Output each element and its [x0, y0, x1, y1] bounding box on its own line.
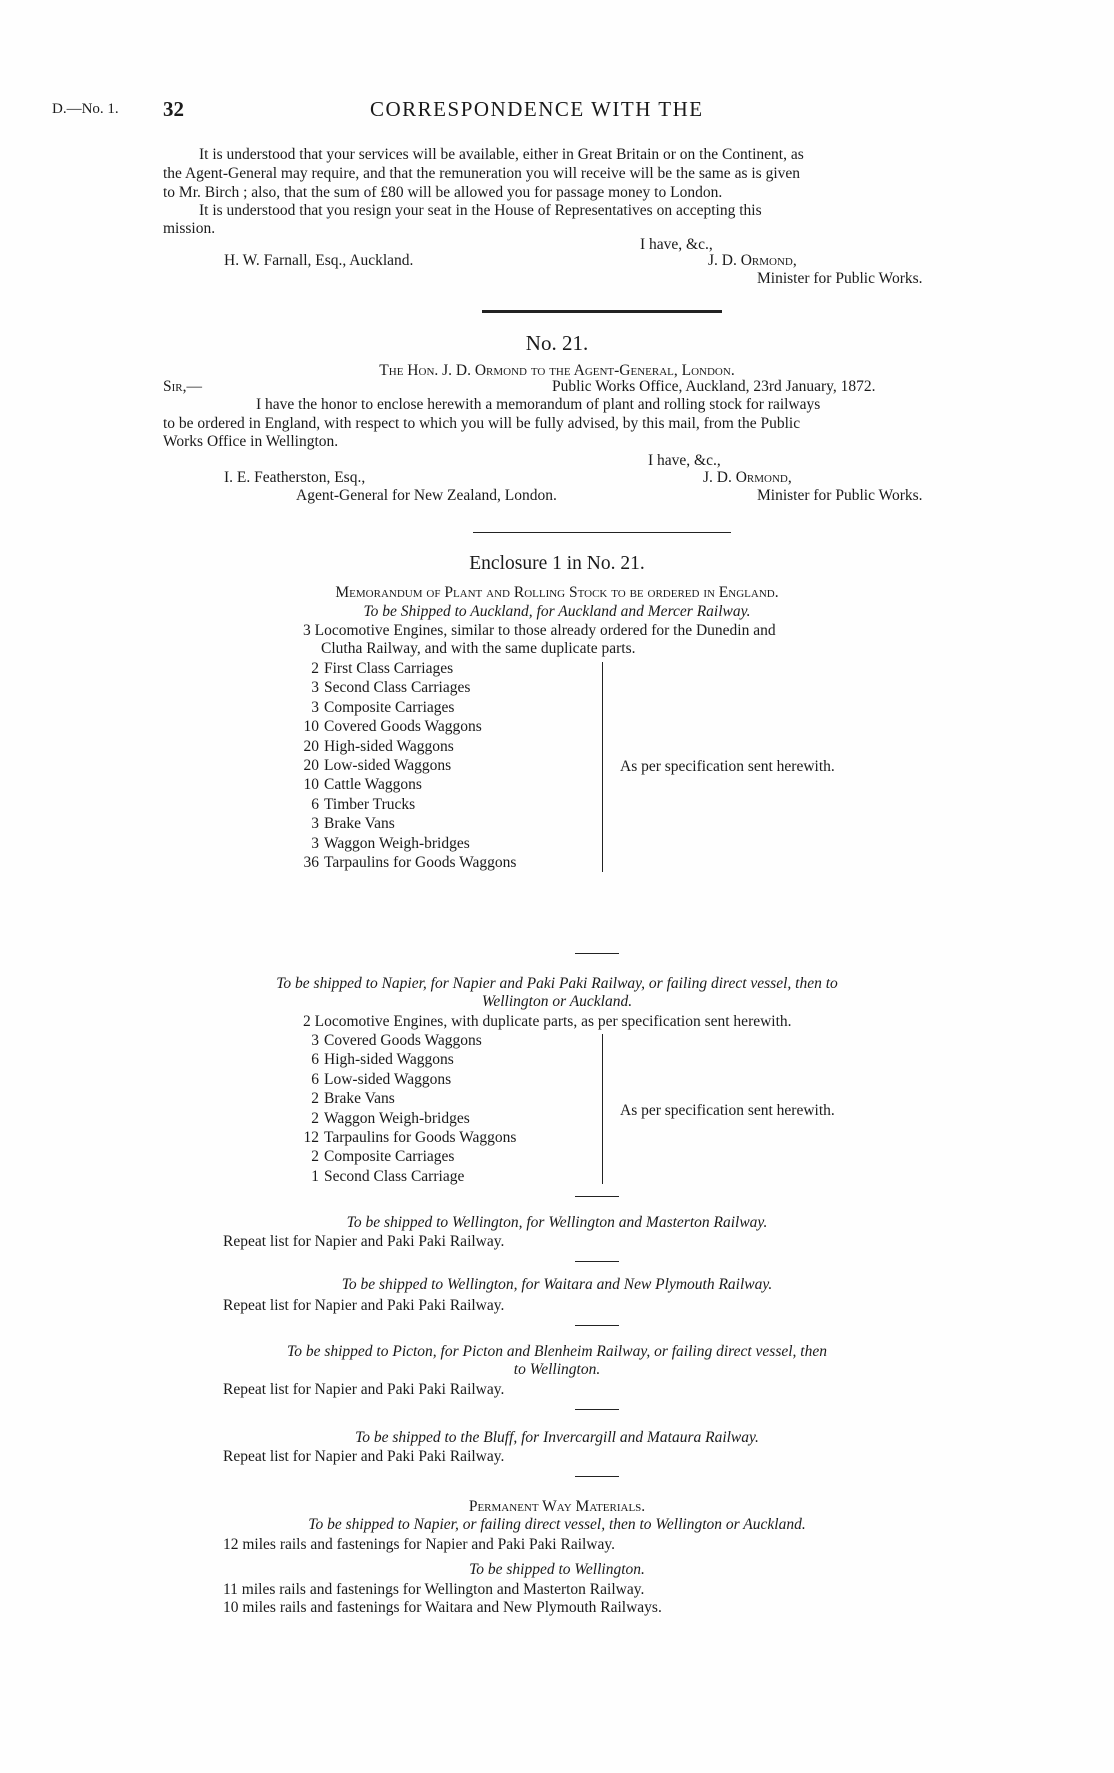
auckland-rolling-stock-list [293, 659, 516, 872]
napier-rolling-stock-list [293, 1031, 516, 1186]
brace-icon [588, 1034, 603, 1184]
list-item: 2 Locomotive Engines, with duplicate parts, as per specification sent herewith. [303, 1013, 792, 1030]
letter-addressee: I. E. Featherston, Esq., [224, 469, 366, 486]
section-heading: Permanent Way Materials. [468, 1498, 646, 1515]
letter-number-heading: No. 21. [525, 331, 589, 355]
section-heading: Wellington or Auckland. [481, 993, 633, 1010]
list-item: 3 Second Class Carriages [311, 679, 471, 697]
section-heading: To be shipped to Picton, for Picton and Blenheim Railway, or failing direct vessel, then [287, 1343, 827, 1360]
letter-signatory-title: Minister for Public Works. [757, 270, 923, 287]
list-item: 10 miles rails and fastenings for Waitara and New Plymouth Railways. [223, 1599, 662, 1616]
section-rule [575, 953, 619, 954]
section-heading: to Wellington. [513, 1361, 601, 1378]
section-heading: To be shipped to Wellington, for Waitara and New Plymouth Railway. [341, 1276, 773, 1293]
letter-text-line: to be ordered in England, with respect to which you will be fully advised, by this mail, from the Public [163, 415, 801, 432]
section-heading: To be shipped to Napier, or failing direct vessel, then to Wellington or Auckland. [308, 1516, 806, 1533]
specification-note: As per specification sent herewith. [620, 758, 835, 775]
list-item: 3 Composite Carriages [311, 698, 455, 716]
list-item: 2 First Class Carriages [311, 660, 454, 677]
section-heading: To be shipped to Wellington, for Wellington and Masterton Railway. [346, 1214, 768, 1231]
running-title: CORRESPONDENCE WITH THE [370, 97, 704, 121]
letter-text-line: mission. [163, 220, 216, 237]
letter-signatory-title: Minister for Public Works. [757, 487, 923, 504]
list-item: 2 Brake Vans [311, 1090, 395, 1108]
letter-closing: I have, &c., [648, 452, 721, 469]
letter-addressee: H. W. Farnall, Esq., Auckland. [224, 252, 414, 269]
list-item: Clutha Railway, and with the same duplicate parts. [321, 640, 636, 657]
letter-addressee: Agent-General for New Zealand, London. [296, 487, 557, 504]
repeat-note: Repeat list for Napier and Paki Paki Railway. [223, 1448, 505, 1465]
salutation: Sir,— [163, 378, 202, 395]
section-heading: To be shipped to the Bluff, for Invercargill and Mataura Railway. [355, 1429, 759, 1446]
section-rule [575, 1196, 619, 1197]
list-item: 6 High-sided Waggons [311, 1051, 454, 1069]
letter-text-line: to Mr. Birch ; also, that the sum of £80 will be allowed you for passage money to London. [163, 184, 723, 201]
section-heading: To be shipped to Napier, for Napier and Paki Paki Railway, or failing direct vessel, then to [276, 975, 838, 992]
list-item: 1 Second Class Carriage [311, 1167, 465, 1185]
letter-closing: I have, &c., [640, 236, 713, 253]
list-item: 3 Waggon Weigh-bridges [311, 834, 470, 852]
list-item: 12 Tarpaulins for Goods Waggons [303, 1129, 517, 1147]
list-item: 6 Low-sided Waggons [311, 1070, 452, 1088]
section-rule [575, 1325, 619, 1326]
place-date: Public Works Office, Auckland, 23rd January, 1872. [552, 378, 876, 395]
memo-title-text: Memorandum of Plant and Rolling Stock to be ordered in England. [335, 584, 779, 601]
list-item: 20 Low-sided Waggons [303, 757, 452, 775]
list-item: 20 High-sided Waggons [303, 737, 454, 755]
section-heading: To be Shipped to Auckland, for Auckland and Mercer Railway. [363, 603, 751, 620]
list-item: 36 Tarpaulins for Goods Waggons [303, 854, 517, 872]
section-heading: To be shipped to Wellington. [469, 1561, 645, 1578]
repeat-note: Repeat list for Napier and Paki Paki Railway. [223, 1381, 505, 1398]
list-item: 3 Covered Goods Waggons [311, 1032, 482, 1049]
list-item: 3 Locomotive Engines, similar to those already ordered for the Dunedin and [303, 622, 776, 639]
letter-signatory: J. D. Ormond, [708, 252, 797, 269]
letter-text-line: the Agent-General may require, and that the remuneration you will receive will be the same as is given [163, 165, 800, 182]
list-item: 10 Covered Goods Waggons [303, 718, 482, 736]
list-item: 6 Timber Trucks [311, 795, 416, 813]
brace-icon [588, 662, 603, 872]
letter-text-line: It is understood that you resign your seat in the House of Representatives on accepting this [199, 202, 762, 219]
section-rule [482, 310, 722, 313]
list-item: 2 Composite Carriages [311, 1148, 455, 1166]
section-rule [575, 1476, 619, 1477]
page-number: 32 [163, 97, 184, 121]
memo-title [0, 583, 1114, 602]
section-rule [575, 1409, 619, 1410]
repeat-note: Repeat list for Napier and Paki Paki Railway. [223, 1233, 505, 1250]
repeat-note: Repeat list for Napier and Paki Paki Railway. [223, 1297, 505, 1314]
section-rule [473, 532, 731, 533]
letter-signatory: J. D. Ormond, [703, 469, 792, 486]
list-item: 3 Brake Vans [311, 815, 395, 833]
list-item: 12 miles rails and fastenings for Napier and Paki Paki Railway. [223, 1536, 616, 1553]
doc-ref: D.—No. 1. [52, 101, 119, 117]
list-item: 11 miles rails and fastenings for Wellington and Masterton Railway. [223, 1581, 645, 1598]
specification-note: As per specification sent herewith. [620, 1102, 835, 1119]
enclosure-heading: Enclosure 1 in No. 21. [469, 553, 645, 574]
section-rule [575, 1261, 619, 1262]
letter-text-line: Works Office in Wellington. [163, 433, 339, 450]
letter-text-line: It is understood that your services will be available, either in Great Britain or on the Continent, as [199, 146, 804, 163]
list-item: 2 Waggon Weigh-bridges [311, 1109, 470, 1127]
letter-from-to: The Hon. J. D. Ormond to the Agent-General, London. [379, 362, 735, 379]
letter-text-line: I have the honor to enclose herewith a memorandum of plant and rolling stock for railways [256, 396, 821, 413]
list-item: 10 Cattle Waggons [303, 776, 422, 794]
